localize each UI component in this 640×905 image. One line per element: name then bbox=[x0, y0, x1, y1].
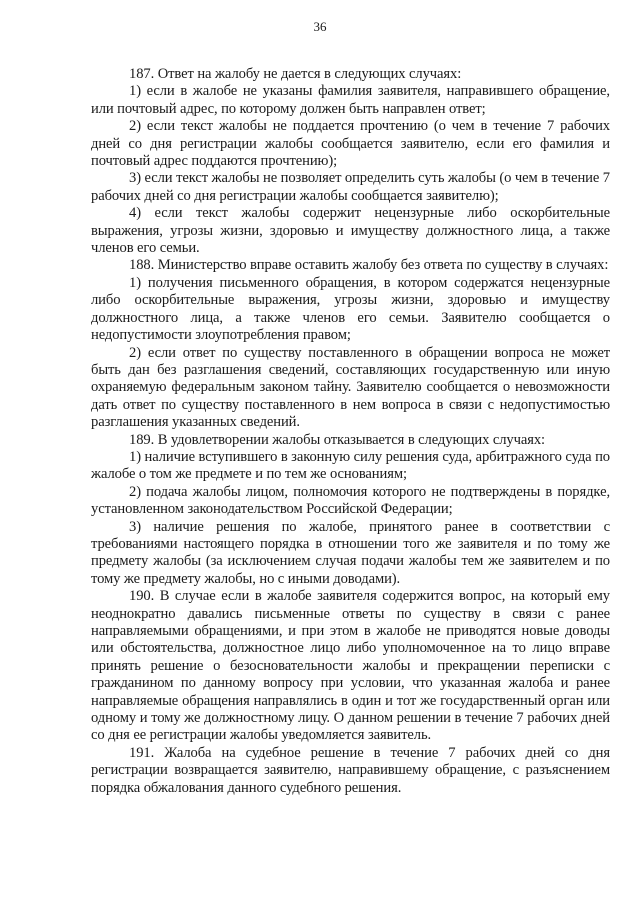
paragraph-189-item-1: 1) наличие вступившего в законную силу решения суда, арбитражного суда по жалобе о том же предмете и по тем же основаниям; bbox=[91, 448, 611, 483]
paragraph-191: 191. Жалоба на судебное решение в течение 7 рабочих дней со дня регистрации возвращается заявителю, направившему обращение, с разъяснением порядка обжалования данного судебного решения. bbox=[91, 744, 610, 796]
paragraph-188-item-2: 2) если ответ по существу поставленного в обращении вопроса не может быть дан без разглашения сведений, составляющих государственную или иную охраняемую федеральным законом тайну. Заявителю сообщается о невозможности дать ответ по существу поставленного в нем вопроса в связи с недопустимостью разглашения указанных сведений. bbox=[91, 344, 610, 431]
paragraph-188-heading: 188. Министерство вправе оставить жалобу без ответа по существу в случаях: bbox=[129, 257, 609, 274]
paragraph-189-item-2: 2) подача жалобы лицом, полномочия которого не подтверждены в порядке, установленном законодательством Российской Федерации; bbox=[91, 483, 610, 518]
paragraph-187-heading: 187. Ответ на жалобу не дается в следующих случаях: bbox=[129, 66, 462, 82]
document-body bbox=[91, 66, 610, 797]
paragraph-189-heading: 189. В удовлетворении жалобы отказывается в следующих случаях: bbox=[129, 431, 545, 448]
paragraph-187-item-1: 1) если в жалобе не указаны фамилия заявителя, направившего обращение, или почтовый адрес, по которому должен быть направлен ответ; bbox=[91, 83, 610, 117]
page-number: 36 bbox=[313, 19, 327, 34]
paragraph-187-item-2: 2) если текст жалобы не поддается прочтению (о чем в течение 7 рабочих дней со дня регистрации жалобы сообщается заявителю, если его фамилия и почтовый адрес поддаются прочтению); bbox=[91, 118, 610, 170]
paragraph-189-item-3: 3) наличие решения по жалобе, принятого ранее в соответствии с требованиями настоящего порядка в отношении того же заявителя и по тому же предмету жалобы (за исключением случая подачи жалобы тем же заявителем и по тому же предмету жалобы, но с иными доводами). bbox=[91, 518, 610, 587]
paragraph-190: 190. В случае если в жалобе заявителя содержится вопрос, на который ему неоднократно давались письменные ответы по существу в связи с ранее направляемыми обращениями, и при этом в жалобе не приводятся новые доводы или обстоятельства, должностное лицо либо уполномоченное на то лицо вправе принять решение о безосновательности жалобы и прекращении переписки с гражданином по данному вопросу при условии, что указанная жалоба и ранее направляемые обращения направлялись в один и тот же государственный орган или одному и тому же должностному лицу. О данном решении в течение 7 рабочих дней со дня ее регистрации жалобы уведомляется заявитель. bbox=[91, 588, 610, 744]
paragraph-188-item-1: 1) получения письменного обращения, в котором содержатся нецензурные либо оскорбительные выражения, угрозы жизни, здоровью и имуществу должностного лица, а также членов его семьи. Заявителю сообщается о недопустимости злоупотребления правом; bbox=[91, 274, 610, 344]
paragraph-187-item-3: 3) если текст жалобы не позволяет определить суть жалобы (о чем в течение 7 рабочих дней со дня регистрации жалобы сообщается заявителю); bbox=[91, 170, 610, 204]
paragraph-187-item-4: 4) если текст жалобы содержит нецензурные либо оскорбительные выражения, угрозы жизни, здоровью и имуществу должностного лица, а также членов его семьи. bbox=[91, 205, 610, 257]
